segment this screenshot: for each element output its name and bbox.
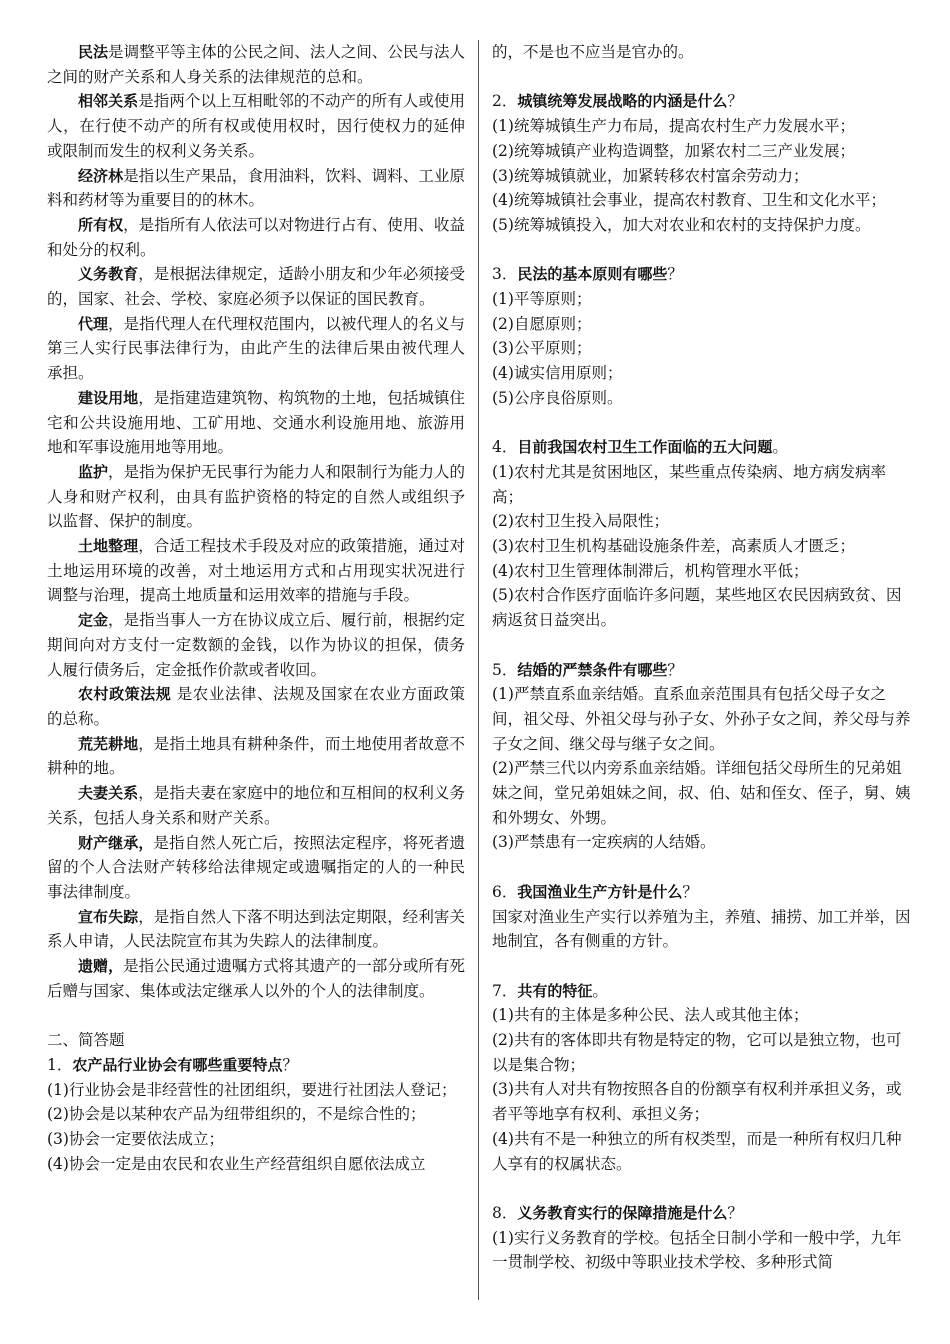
answer-item: (1)平等原则； [492,290,592,308]
definition-paragraph [47,781,465,830]
definition-paragraph [47,831,465,905]
answer-item: (1)实行义务教育的学校。包括全日制小学和一般中学，九年一贯制学校、初级中等职业技术学校、多种形式简 [492,1228,902,1272]
definition-text: ，合适工程技术手段及对应的政策措施，通过对土地运用环境的改善，对土地运用方式和占用现实状况进行调整与治理，提高土地质量和运用效率的措施与手段。 [47,537,465,605]
question-title: 城镇统筹发展战略的内涵是什么 [517,92,728,111]
answer-item: (3)严禁患有一定疾病的人结婚。 [492,833,716,852]
definition-text: 是指自然人死亡后，按照法定程序，将死者遗留的个人合法财产转移给法律规定或遗嘱指定的人的一种民事法律制度。 [47,833,465,901]
definition-term: 建设用地 [78,388,139,407]
definition-text: ，是指代理人在代理权范围内，以被代理人的名义与第三人实行民事法律行为，由此产生的法律后果由被代理人承担。 [47,314,465,383]
spacer [492,855,912,880]
question-heading [492,262,912,287]
definition-paragraph [47,386,465,460]
definition-paragraph [47,682,465,731]
question-1 [47,1053,465,1177]
question-mark: 。 [772,438,788,457]
answer-item: (1)统筹城镇生产力布局，提高农村生产力发展水平； [492,117,855,136]
answer-item: (5)农村合作医疗面临许多问题，某些地区农民因病致贫、因病返贫日益突出。 [492,586,902,630]
answer-item: (4)协会一定是由农民和农业生产经营组织自愿依法成立 [47,1154,426,1173]
definition-term: 财产继承， [78,833,154,852]
definition-paragraph [47,732,465,781]
question-mark: ？ [727,1203,743,1222]
definition-term: 遗赠， [78,957,124,976]
question-title: 共有的特征 [517,981,593,1000]
answer-item: (2)自愿原则； [492,314,592,333]
question-title: 民法的基本原则有哪些 [517,265,668,284]
question-title: 义务教育实行的保障措施是什么 [517,1203,728,1222]
question-number: 3． [492,265,518,284]
column-divider [478,40,479,1300]
answer-item: (3)农村卫生机构基础设施条件差，高素质人才匮乏； [492,537,855,556]
spacer [492,633,912,658]
question-number: 2． [492,92,518,111]
spacer [492,65,912,90]
spacer [492,1176,912,1201]
definition-text: ，是指自然人下落不明达到法定期限，经利害关系人申请，人民法院宣布其为失踪人的法律制度。 [47,907,465,951]
definition-term: 经济林 [78,166,124,185]
question-mark: ？ [667,660,683,679]
answer-item: (3)协会一定要依法成立； [47,1129,224,1148]
definition-text: ，是根据法律规定，适龄小朋友和少年必须接受的，国家、社会、学校、家庭必须予以保证的国民教育。 [47,265,465,309]
definition-term: 定金 [78,611,109,630]
question-number: 7． [492,981,518,1000]
definition-term: 夫妻关系 [78,784,139,803]
question-mark: 。 [592,981,608,1000]
continuation-text: 的，不是也不应当是官办的。 [492,43,694,61]
questions-list [492,65,912,1275]
definition-term: 所有权 [78,215,124,234]
question-number: 4． [492,438,518,457]
definition-paragraph [47,164,465,213]
definition-text: ，是指夫妻在家庭中的地位和互相间的权利义务关系，包括人身关系和财产关系。 [47,784,465,827]
question-title: 结婚的严禁条件有哪些 [517,660,668,679]
definition-term: 农村政策法规 [78,685,172,704]
answer-item: (4)诚实信用原则； [492,364,623,383]
question-heading [492,89,912,114]
answer-item: (2)统筹城镇产业构造调整，加紧农村二三产业发展； [492,141,855,160]
question-number: 1． [47,1055,73,1074]
question-number: 6． [492,882,518,901]
definition-text: ，是指建造建筑物、构筑物的土地，包括城镇住宅和公共设施用地、工矿用地、交通水利设施用地、旅游用地和军事设施用地等用地。 [47,388,465,457]
definition-paragraph [47,262,465,311]
answer-item: (3)共有人对共有物按照各自的份额享有权利并承担义务，或者平等地享有权利、承担义务； [492,1080,902,1124]
definition-paragraph [47,905,465,954]
definition-text: 是指两个以上互相毗邻的不动产的所有人或使用人，在行使不动产的所有权或使用权时，因行使权力的延伸或限制而发生的权利义务关系。 [47,92,465,160]
definition-paragraph [47,534,465,608]
spacer [492,954,912,979]
question-number: 5． [492,660,518,679]
definition-term: 义务教育 [78,265,139,284]
question-title: 目前我国农村卫生工作面临的五大问题 [517,438,773,457]
definition-text: ，是指当事人一方在协议成立后、履行前，根据约定期间向对方支付一定数额的金钱，以作为协议的担保，债务人履行债务后，定金抵作价款或者收回。 [47,611,465,679]
definition-term: 监护 [78,462,109,481]
right-column [492,40,912,1275]
definition-term: 荒芜耕地 [78,734,139,753]
question-mark: ？ [667,265,683,284]
answer-item: (5)统筹城镇投入，加大对农业和农村的支持保护力度。 [492,215,871,234]
left-column [47,40,465,1176]
definition-text: ，是指所有人依法可以对物进行占有、使用、收益和处分的权利。 [47,215,465,259]
section-title: 二、简答题 [47,1031,125,1050]
answer-item: (4)农村卫生管理体制滞后，机构管理水平低； [492,561,809,580]
question-mark: ？ [727,92,743,111]
answer-item: (5)公序良俗原则。 [492,388,623,407]
answer-item: (1)农村尤其是贫困地区，某些重点传染病、地方病发病率高； [492,462,886,506]
answer-item: (1)共有的主体是多种公民、法人或其他主体； [492,1006,809,1025]
definition-term: 民法 [78,43,109,61]
definition-term: 土地整理 [78,537,139,556]
definition-paragraph [47,608,465,682]
answer-item: (1)严禁直系血亲结婚。直系血亲范围具有包括父母子女之间，祖父母、外祖父母与孙子女、外孙子女之间，养父母与养子女之间、继父母与继子女之间。 [492,685,911,753]
question-number: 8． [492,1203,518,1222]
definition-text: ，是指土地具有耕种条件，而土地使用者故意不耕种的地。 [47,734,465,778]
definition-text: 是指公民通过遗嘱方式将其遗产的一部分或所有死后赠与国家、集体或法定继承人以外的个人的法律制度。 [47,957,465,1000]
question-heading [492,880,912,905]
question-heading [492,1201,912,1226]
question-title: 我国渔业生产方针是什么 [517,882,683,901]
question-heading [47,1053,465,1078]
question-heading [492,435,912,460]
definition-paragraph [47,40,465,89]
answer-item: (3)统筹城镇就业，加紧转移农村富余劳动力； [492,166,809,185]
definition-paragraph [47,460,465,534]
definition-text: 是指以生产果品，食用油料，饮料、调料、工业原料和药材等为重要目的的林木。 [47,166,465,210]
definition-text: 是农业法律、法规及国家在农业方面政策的总称。 [47,685,465,728]
question-title: 农产品行业协会有哪些重要特点 [72,1055,283,1074]
definition-text: ，是指为保护无民事行为能力人和限制行为能力人的人身和财产权利，由具有监护资格的特定的自然人或组织予以监督、保护的制度。 [47,462,465,531]
definitions-list [47,40,465,1003]
spacer [492,411,912,436]
answer-item: (4)统筹城镇社会事业，提高农村教育、卫生和文化水平； [492,191,886,210]
answer-item: (4)共有不是一种独立的所有权类型，而是一种所有权归几种人享有的权属状态。 [492,1129,902,1173]
definition-term: 代理 [78,314,109,333]
definition-term: 相邻关系 [78,92,139,111]
answer-item: (2)共有的客体即共有物是特定的物，它可以是独立物，也可以是集合物； [492,1031,902,1074]
answer-item: 国家对渔业生产实行以养殖为主，养殖、捕捞、加工并举，因地制宜，各有侧重的方针。 [492,907,911,951]
answer-item: (2)严禁三代以内旁系血亲结婚。详细包括父母所生的兄弟姐妹之间，堂兄弟姐妹之间，叔、伯、姑和侄女、侄子，舅、姨和外甥女、外甥。 [492,759,911,827]
definition-paragraph [47,312,465,386]
definition-text: 是调整平等主体的公民之间、法人之间、公民与法人之间的财产关系和人身关系的法律规范的总和。 [47,43,465,86]
question-heading [492,658,912,683]
question-mark: ？ [682,882,698,901]
question-mark: ？ [282,1055,298,1074]
spacer [492,238,912,263]
answer-item: (3)公平原则； [492,339,592,358]
question-heading [492,979,912,1004]
definition-term: 宣布失踪 [78,907,139,926]
answer-item: (2)农村卫生投入局限性； [492,512,669,531]
definition-paragraph [47,954,465,1003]
answer-item: (2)协会是以某种农产品为纽带组织的，不是综合性的； [47,1105,426,1124]
definition-paragraph [47,89,465,163]
definition-paragraph [47,213,465,262]
answer-item: (1)行业协会是非经营性的社团组织，要进行社团法人登记； [47,1080,457,1099]
answer-list [47,1078,465,1177]
